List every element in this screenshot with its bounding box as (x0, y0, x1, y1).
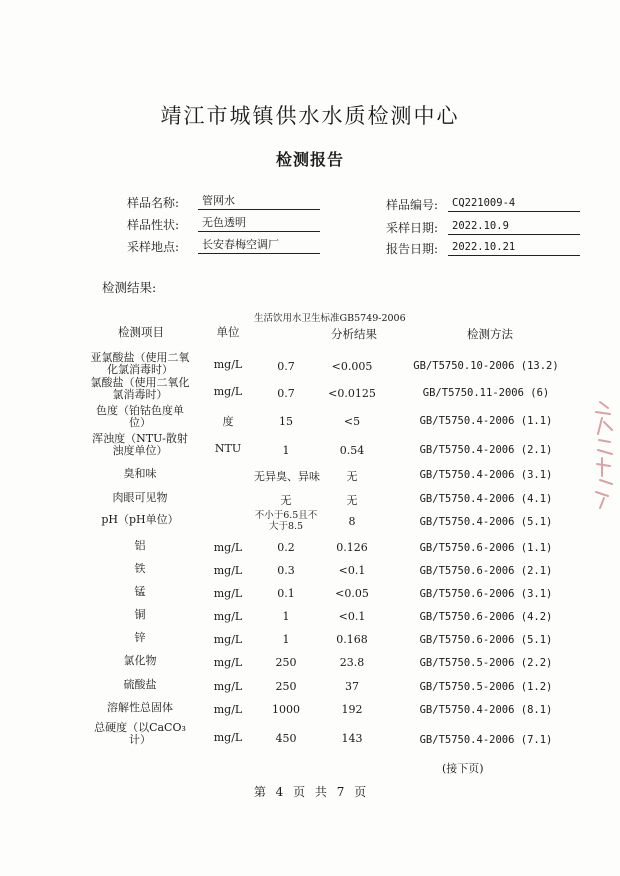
row-item: 锰 (134, 585, 146, 598)
row-unit: mg/L (213, 358, 243, 371)
row-method: GB/T5750.6-2006 (4.2) (419, 611, 553, 623)
report-date-value: 2022.10.21 (448, 239, 580, 256)
row-item: 铁 (134, 562, 146, 575)
row-method: GB/T5750.4-2006 (4.1) (419, 493, 553, 505)
row-item: 氯化物 (123, 654, 157, 667)
sample-id-value: CQ221009-4 (448, 195, 580, 212)
row-standard: 0.7 (277, 360, 295, 373)
row-result: 0.168 (336, 633, 368, 646)
row-method: GB/T5750.4-2006 (3.1) (419, 469, 553, 481)
column-header-item: 检测项目 (118, 325, 164, 339)
row-method: GB/T5750.11-2006 (6) (422, 387, 550, 399)
row-item: 色度（铂钴色度单位） (96, 404, 184, 429)
row-standard: 0.3 (277, 564, 295, 577)
row-unit: mg/L (213, 703, 243, 716)
row-standard: 无异臭、异味 (254, 470, 320, 483)
row-unit: mg/L (213, 564, 243, 577)
row-standard: 1 (282, 444, 290, 457)
row-standard: 15 (279, 415, 293, 428)
sample-nature-label: 样品性状: (127, 218, 180, 232)
row-item: 溶解性总固体 (107, 701, 173, 714)
row-unit: mg/L (213, 680, 243, 693)
sample-nature-value: 无色透明 (198, 215, 320, 232)
row-item: 铝 (134, 539, 146, 552)
row-unit: mg/L (213, 610, 243, 623)
column-header-method: 检测方法 (467, 327, 513, 341)
row-item: 肉眼可见物 (112, 491, 168, 504)
row-standard: 0.2 (277, 541, 295, 554)
sampling-location-label: 采样地点: (127, 240, 180, 254)
row-standard: 无 (280, 494, 292, 507)
row-item: 浑浊度（NTU-散射浊度单位） (92, 432, 188, 457)
report-title: 检测报告 (275, 150, 344, 169)
row-method: GB/T5750.4-2006 (7.1) (419, 734, 553, 746)
stamp-mark (590, 400, 618, 510)
row-result: <0.1 (338, 564, 366, 577)
row-method: GB/T5750.6-2006 (1.1) (419, 542, 553, 554)
row-method: GB/T5750.4-2006 (1.1) (419, 415, 553, 427)
sampling-date-value: 2022.10.9 (448, 218, 580, 235)
row-unit: mg/L (213, 587, 243, 600)
report-date-label: 报告日期: (386, 242, 439, 256)
continued-note: (接下页) (442, 762, 484, 775)
sample-id-label: 样品编号: (386, 198, 439, 212)
row-result: 23.8 (339, 656, 365, 669)
row-method: GB/T5750.6-2006 (5.1) (419, 634, 553, 646)
stamp-stroke (596, 402, 612, 508)
row-result: 192 (341, 703, 363, 716)
sampling-location-value: 长安春梅空调厂 (198, 237, 320, 254)
column-header-result: 分析结果 (331, 327, 377, 341)
sample-name-label: 样品名称: (127, 196, 180, 210)
row-standard: 1 (282, 633, 290, 646)
row-result: 0.126 (336, 541, 368, 554)
row-result: <0.1 (338, 610, 366, 623)
row-result: <0.005 (331, 360, 373, 373)
row-item: 锌 (134, 631, 146, 644)
results-heading: 检测结果: (102, 280, 157, 295)
row-unit: mg/L (213, 731, 243, 744)
row-method: GB/T5750.4-2006 (2.1) (419, 444, 553, 456)
row-method: GB/T5750.6-2006 (3.1) (419, 588, 553, 600)
row-item: 总硬度（以CaCO₃计） (94, 721, 186, 746)
row-method: GB/T5750.10-2006 (13.2) (413, 360, 559, 372)
row-item: 亚氯酸盐（使用二氧化氯消毒时） (90, 351, 190, 376)
row-unit: 度 (222, 415, 234, 428)
column-header-standard: 生活饮用水卫生标准GB5749-2006 (254, 313, 406, 324)
row-item: 臭和味 (123, 467, 157, 480)
row-result: 37 (345, 680, 359, 693)
row-result: <0.05 (335, 587, 369, 600)
row-standard: 不小于6.5且不大于8.5 (254, 510, 318, 532)
row-standard: 250 (275, 656, 297, 669)
row-unit: mg/L (213, 656, 243, 669)
row-result: <0.0125 (328, 387, 376, 400)
row-method: GB/T5750.4-2006 (8.1) (419, 704, 553, 716)
row-method: GB/T5750.5-2006 (1.2) (419, 681, 553, 693)
row-unit: NTU (214, 442, 242, 455)
row-standard: 1000 (272, 703, 300, 716)
row-result: 143 (341, 732, 363, 745)
row-result: <5 (343, 415, 361, 428)
results-table-header (0, 310, 620, 350)
row-item: 铜 (134, 608, 146, 621)
row-standard: 1 (282, 610, 290, 623)
row-result: 无 (346, 494, 358, 507)
row-item: 硫酸盐 (123, 678, 157, 691)
row-unit: mg/L (213, 385, 243, 398)
row-method: GB/T5750.4-2006 (5.1) (419, 516, 553, 528)
row-result: 0.54 (339, 444, 365, 457)
sampling-date-label: 采样日期: (386, 221, 439, 235)
row-method: GB/T5750.5-2006 (2.2) (419, 657, 553, 669)
sample-name-value: 管网水 (198, 193, 320, 210)
row-item: 氯酸盐（使用二氧化氯消毒时） (90, 376, 190, 401)
row-item: pH（pH单位） (101, 513, 179, 526)
row-result: 无 (346, 470, 358, 483)
row-standard: 0.1 (277, 587, 295, 600)
row-standard: 0.7 (277, 387, 295, 400)
row-unit: mg/L (213, 541, 243, 554)
column-header-unit: 单位 (216, 325, 240, 339)
row-method: GB/T5750.6-2006 (2.1) (419, 565, 553, 577)
row-standard: 450 (275, 732, 297, 745)
page-number: 第 4 页 共 7 页 (253, 785, 367, 799)
row-standard: 250 (275, 680, 297, 693)
row-result: 8 (348, 515, 356, 528)
row-unit: mg/L (213, 633, 243, 646)
org-title: 靖江市城镇供水水质检测中心 (160, 104, 460, 128)
